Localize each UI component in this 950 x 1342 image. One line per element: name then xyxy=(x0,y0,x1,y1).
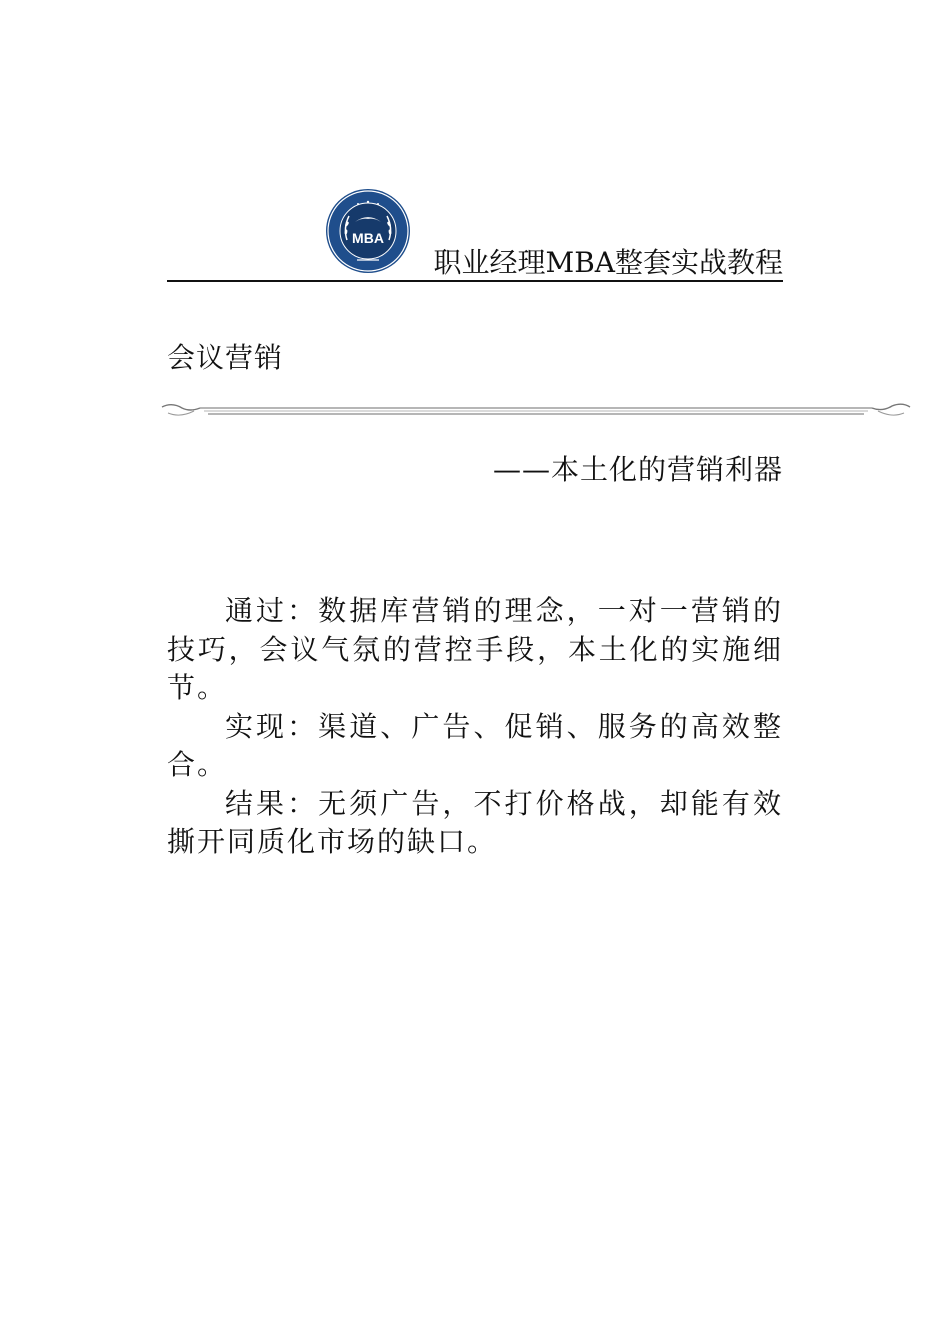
document-subtitle: ——本土化的营销利器 xyxy=(492,453,783,486)
logo-mba-text: MBA xyxy=(352,230,384,246)
document-title: 会议营销 xyxy=(167,341,284,374)
document-body xyxy=(167,592,783,862)
ornamental-divider xyxy=(160,398,912,424)
header-rule xyxy=(167,280,783,282)
paragraph-shixian: 实现：渠道、广告、促销、服务的高效整合。 xyxy=(167,709,783,781)
paragraph-tongguo: 通过：数据库营销的理念，一对一营销的技巧，会议气氛的营控手段，本土化的实施细节。 xyxy=(167,594,783,704)
paragraph-jieguo: 结果：无须广告，不打价格战，却能有效撕开同质化市场的缺口。 xyxy=(167,786,783,858)
header-title: 职业经理MBA整套实战教程 xyxy=(433,246,783,279)
mba-circular-seal-icon xyxy=(325,188,411,274)
page-header xyxy=(167,188,783,284)
